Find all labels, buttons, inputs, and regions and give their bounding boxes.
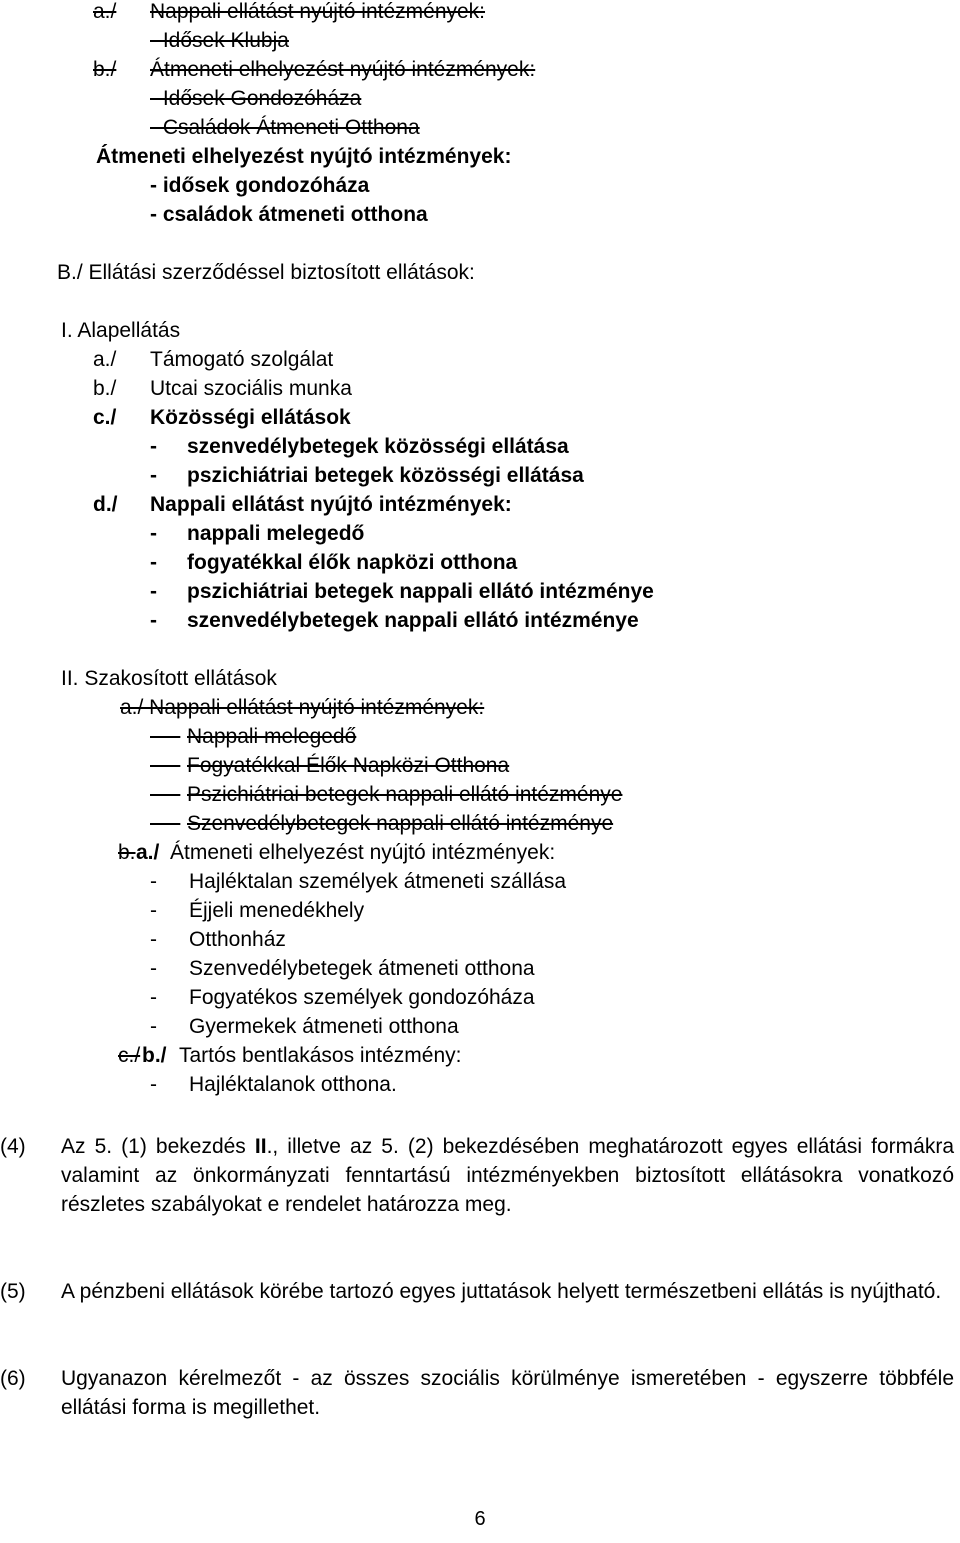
label-i-b: b./ (93, 377, 117, 400)
label-ii-a-new: a./ (136, 841, 160, 864)
list-item-ii-b-6: Gyermekek átmeneti otthona (189, 1015, 459, 1038)
paragraph-6: Ugyanazon kérelmezőt - az összes szociális körülménye ismeretében - egyszerre többféle ellátási forma is megillethet. (61, 1367, 954, 1419)
section-ii-heading: II. Szakosított ellátások (61, 667, 277, 690)
paragraph-4-mid1: (1) bekezdés (121, 1135, 246, 1158)
dash-d-1: - (150, 522, 157, 545)
list-item-ii-b-3: Otthonház (189, 928, 286, 951)
label-i-d: d./ (93, 493, 118, 516)
inserted-heading-temp-housing: Átmeneti elhelyezést nyújtó intézmények: (96, 145, 512, 168)
dash-d-3: - (150, 580, 157, 603)
struck-list-item-4: Szenvedélybetegek nappali ellátó intézménye (187, 812, 614, 835)
paragraph-4-mid2: ., illetve az 5. (266, 1135, 399, 1158)
list-item-ii-b-2: Éjjeli menedékhely (189, 899, 365, 922)
list-item-c-1: szenvedélybetegek közösségi ellátása (187, 435, 569, 458)
page-number: 6 (474, 1508, 486, 1530)
paragraph-4 (61, 1132, 954, 1219)
struck-label-c-old: c./ (118, 1044, 141, 1067)
struck-dash-4: - (150, 812, 181, 835)
paragraph-5: A pénzbeni ellátások körébe tartozó egyes juttatások helyett természetbeni ellátás is nyújtható. (61, 1280, 942, 1303)
item-temp-housing-institutions: Átmeneti elhelyezést nyújtó intézmények: (170, 841, 556, 864)
list-item-d-2: fogyatékkal élők napközi otthona (187, 551, 518, 574)
paragraph-4-rest: (2) bekezdésében meghatározott egyes ellátási formákra valamint az önkormányzati fenntartású intézményekben biztosított ellátásokra vonatkozó részletes szabályokat e rendelet határozza meg. (61, 1135, 955, 1216)
struck-label-b-old: b. (118, 841, 136, 864)
paragraph-6-number: (6) (0, 1367, 26, 1390)
dash-ii-b-1: - (150, 870, 157, 893)
struck-heading-day-care: Nappali ellátást nyújtó intézmények: (150, 0, 486, 23)
dash-d-2: - (150, 551, 157, 574)
inserted-item-elderly-home: - idősek gondozóháza (150, 174, 370, 197)
paragraph-4-pre: Az 5. (61, 1135, 113, 1158)
section-i-heading: I. Alapellátás (61, 319, 181, 342)
struck-item-elderly-home: - Idősek Gondozóháza (150, 87, 362, 110)
struck-list-item-2: Fogyatékkal Élők Napközi Otthona (187, 754, 510, 777)
label-ii-b-new: b./ (142, 1044, 167, 1067)
paragraph-4-bold: II (254, 1135, 267, 1158)
dash-c-2: - (150, 464, 157, 487)
struck-dash-2: - (150, 754, 181, 777)
item-community-care: Közösségi ellátások (150, 406, 351, 429)
dash-ii-b-6: - (150, 1015, 157, 1038)
struck-label-b: b./ (93, 58, 117, 81)
struck-list-item-3: Pszichiátriai betegek nappali ellátó intézménye (187, 783, 623, 806)
struck-list-item-1: Nappali melegedő (187, 725, 357, 748)
dash-c-1: - (150, 435, 157, 458)
dash-ii-c-1: - (150, 1073, 157, 1096)
section-b-heading: B./ Ellátási szerződéssel biztosított ellátások: (57, 261, 475, 284)
struck-dash-1: - (150, 725, 181, 748)
struck-item-family-home: - Családok Átmeneti Otthona (150, 116, 420, 139)
list-item-d-1: nappali melegedő (187, 522, 365, 545)
list-item-ii-b-1: Hajléktalan személyek átmeneti szállása (189, 870, 567, 893)
struck-heading-temp-housing: Átmeneti elhelyezést nyújtó intézmények: (150, 58, 536, 81)
dash-ii-b-5: - (150, 986, 157, 1009)
struck-label-a: a./ (93, 0, 117, 23)
dash-ii-b-3: - (150, 928, 157, 951)
struck-heading-ii-a: a./ Nappali ellátást nyújtó intézmények: (120, 696, 485, 719)
struck-dash-3: - (150, 783, 181, 806)
list-item-d-3: pszichiátriai betegek nappali ellátó intézménye (187, 580, 654, 603)
item-long-term-residential: Tartós bentlakásos intézmény: (179, 1044, 462, 1067)
item-street-social-work: Utcai szociális munka (150, 377, 352, 400)
label-i-c: c./ (93, 406, 117, 429)
dash-ii-b-4: - (150, 957, 157, 980)
list-item-c-2: pszichiátriai betegek közösségi ellátása (187, 464, 584, 487)
item-day-care-institutions: Nappali ellátást nyújtó intézmények: (150, 493, 512, 516)
inserted-item-family-home: - családok átmeneti otthona (150, 203, 428, 226)
paragraph-5-number: (5) (0, 1280, 26, 1303)
label-i-a: a./ (93, 348, 117, 371)
paragraph-4-number: (4) (0, 1135, 26, 1158)
dash-d-4: - (150, 609, 157, 632)
list-item-ii-c-1: Hajléktalanok otthona. (189, 1073, 397, 1096)
list-item-ii-b-4: Szenvedélybetegek átmeneti otthona (189, 957, 535, 980)
list-item-d-4: szenvedélybetegek nappali ellátó intézménye (187, 609, 639, 632)
item-support-service: Támogató szolgálat (150, 348, 334, 371)
struck-item-elderly-club: - Idősek Klubja (150, 29, 289, 52)
dash-ii-b-2: - (150, 899, 157, 922)
list-item-ii-b-5: Fogyatékos személyek gondozóháza (189, 986, 535, 1009)
